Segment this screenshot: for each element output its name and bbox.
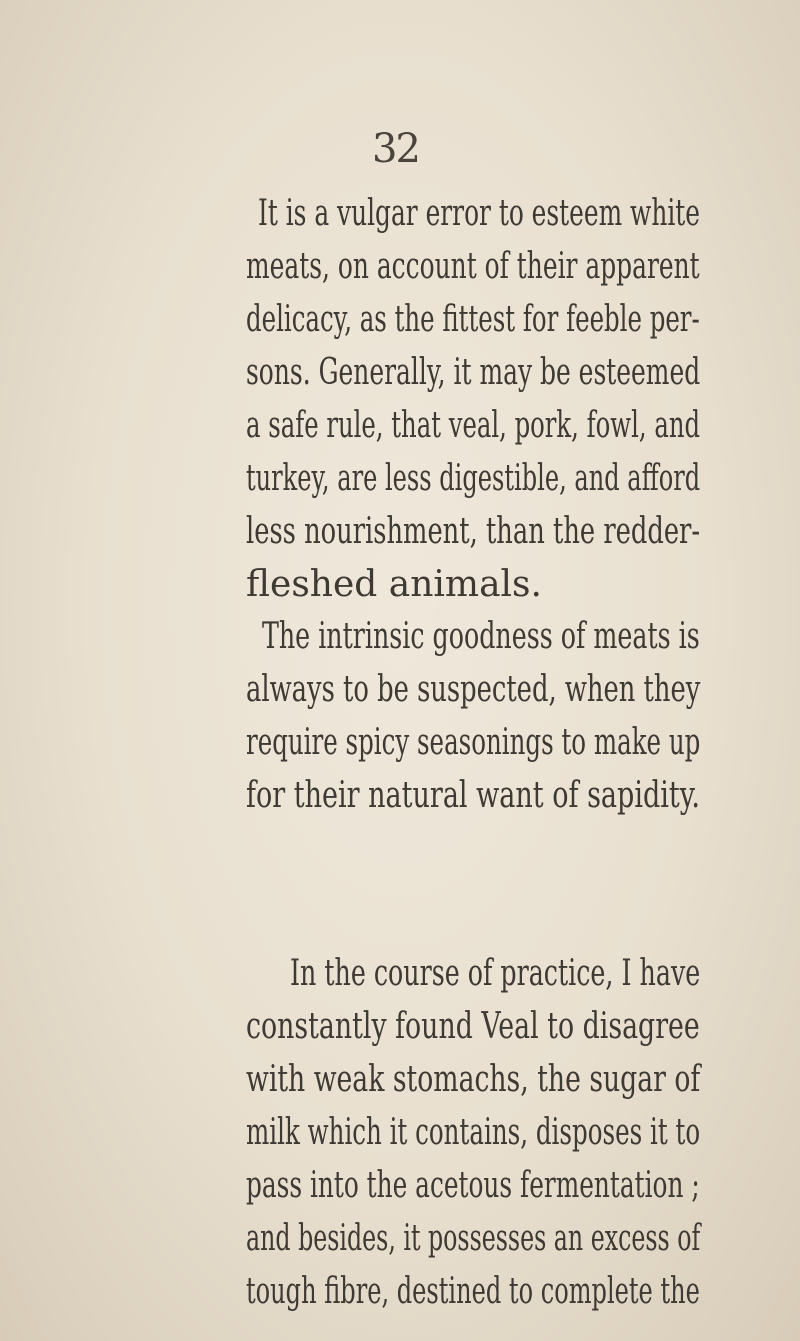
text-line: require spicy seasonings to make up: [246, 722, 701, 763]
page-number: 32: [372, 126, 419, 172]
text-line: It is a vulgar error to esteem white: [258, 193, 701, 234]
text-line: pass into the acetous fermentation ;: [246, 1165, 700, 1206]
text-line: The intrinsic goodness of meats is: [262, 616, 700, 657]
text-line: In the course of practice, I have: [290, 953, 701, 994]
text-line: constantly found Veal to disagree: [246, 1006, 700, 1047]
text-line: meats, on account of their apparent: [246, 246, 700, 287]
text-line: turkey, are less digestible, and afford: [246, 458, 701, 499]
text-line: tough fibre, destined to complete the: [246, 1271, 700, 1312]
text-line: with weak stomachs, the sugar of: [246, 1059, 701, 1100]
text-line: less nourishment, than the redder-: [246, 511, 701, 552]
text-line: for their natural want of sapidity.: [246, 775, 701, 816]
text-line: a safe rule, that veal, pork, fowl, and: [246, 405, 701, 446]
text-line: and besides, it possesses an excess of: [246, 1218, 701, 1259]
text-line: milk which it contains, disposes it to: [246, 1112, 701, 1153]
text-line: fleshed animals.: [246, 564, 542, 605]
text-line: delicacy, as the fittest for feeble per-: [246, 299, 700, 340]
text-line: always to be suspected, when they: [246, 669, 701, 710]
text-line: sons. Generally, it may be esteemed: [246, 352, 701, 393]
